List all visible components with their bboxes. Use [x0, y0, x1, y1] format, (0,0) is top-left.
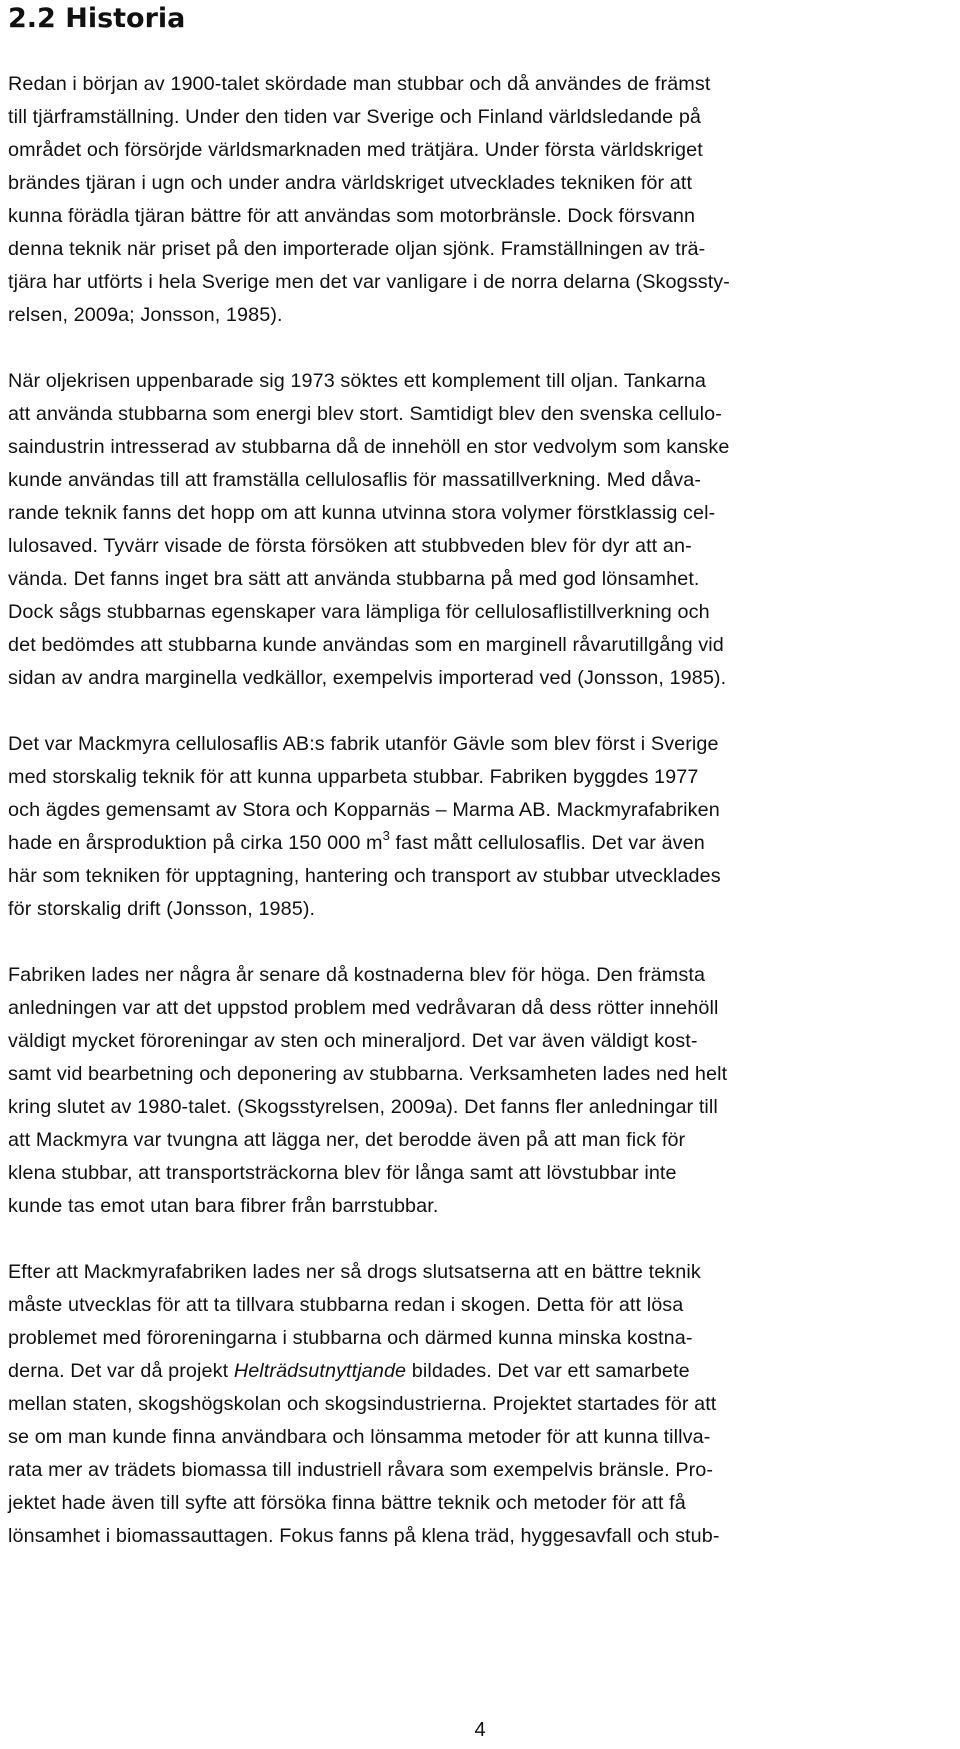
text-segment: derna. Det var då projekt	[8, 1360, 234, 1382]
text-line: med storskalig teknik för att kunna upparbeta stubbar. Fabriken byggdes 1977	[8, 766, 699, 788]
text-segment: hade en årsproduktion på cirka 150 000 m	[8, 832, 383, 854]
paragraph-4	[8, 959, 954, 1223]
text-line: kring slutet av 1980-talet. (Skogsstyrelsen, 2009a). Det fanns fler anledningar till	[8, 1096, 718, 1118]
text-line: se om man kunde finna användbara och lönsamma metoder för att kunna tillva-	[8, 1426, 711, 1448]
text-line: brändes tjäran i ugn och under andra världskriget utvecklades tekniken för att	[8, 172, 693, 194]
text-line: det bedömdes att stubbarna kunde användas som en marginell råvarutillgång vid	[8, 634, 724, 656]
text-line: Efter att Mackmyrafabriken lades ner så drogs slutsatserna att en bättre teknik	[8, 1261, 701, 1283]
paragraph-5	[8, 1256, 954, 1553]
text-line: lönsamhet i biomassauttagen. Fokus fanns på klena träd, hyggesavfall och stub-	[8, 1525, 720, 1547]
text-line: sidan av andra marginella vedkällor, exempelvis importerad ved (Jonsson, 1985).	[8, 667, 727, 689]
text-line: kunde tas emot utan bara fibrer från barrstubbar.	[8, 1195, 439, 1217]
text-line: området och försörjde världsmarknaden med trätjära. Under första världskriget	[8, 139, 703, 161]
text-line: anledningen var att det uppstod problem med vedråvaran då dess rötter innehöll	[8, 997, 719, 1019]
text-line: vända. Det fanns inget bra sätt att använda stubbarna på med god lönsamhet.	[8, 568, 700, 590]
text-segment: fast mått cellulosaflis. Det var även	[389, 832, 705, 854]
text-line: relsen, 2009a; Jonsson, 1985).	[8, 304, 283, 326]
text-line: här som tekniken för upptagning, hantering och transport av stubbar utvecklades	[8, 865, 721, 887]
paragraph-3	[8, 728, 954, 926]
text-line: och ägdes gemensamt av Stora och Kopparnäs – Marma AB. Mackmyrafabriken	[8, 799, 720, 821]
project-name: Helträdsutnyttjande	[233, 1360, 407, 1382]
paragraph-2	[8, 365, 954, 695]
page-number: 4	[474, 1719, 486, 1741]
text-line: saindustrin intresserad av stubbarna då de innehöll en stor vedvolym som kanske	[8, 436, 730, 458]
document-page	[8, 0, 954, 1553]
text-line: problemet med föroreningarna i stubbarna och därmed kunna minska kostna-	[8, 1327, 693, 1349]
text-line: rata mer av trädets biomassa till industriell råvara som exempelvis bränsle. Pro-	[8, 1459, 714, 1481]
paragraph-1	[8, 68, 954, 332]
text-line: måste utvecklas för att ta tillvara stubbarna redan i skogen. Detta för att lösa	[8, 1294, 684, 1316]
text-line: Fabriken lades ner några år senare då kostnaderna blev för höga. Den främsta	[8, 964, 706, 986]
text-line: samt vid bearbetning och deponering av stubbarna. Verksamheten lades ned helt	[8, 1063, 728, 1085]
text-line: kunde användas till att framställa cellulosaflis för massatillverkning. Med dåva-	[8, 469, 702, 491]
text-line: Redan i början av 1900-talet skördade man stubbar och då användes de främst	[8, 73, 711, 95]
text-line-with-superscript	[8, 827, 954, 860]
text-line: för storskalig drift (Jonsson, 1985).	[8, 898, 316, 920]
text-line: jektet hade även till syfte att försöka finna bättre teknik och metoder för att få	[8, 1492, 686, 1514]
text-segment: bildades. Det var ett samarbete	[406, 1360, 690, 1382]
text-line: Det var Mackmyra cellulosaflis AB:s fabrik utanför Gävle som blev först i Sverige	[8, 733, 719, 755]
text-line: När oljekrisen uppenbarade sig 1973 söktes ett komplement till oljan. Tankarna	[8, 370, 706, 392]
text-line: lulosaved. Tyvärr visade de första försöken att stubbveden blev för dyr att an-	[8, 535, 692, 557]
text-line: mellan staten, skogshögskolan och skogsindustrierna. Projektet startades för att	[8, 1393, 717, 1415]
text-line: till tjärframställning. Under den tiden var Sverige och Finland världsledande på	[8, 106, 702, 128]
section-heading: 2.2 Historia	[8, 3, 186, 34]
text-line: kunna förädla tjäran bättre för att användas som motorbränsle. Dock försvann	[8, 205, 696, 227]
text-line-with-italic	[8, 1355, 954, 1388]
text-line: att använda stubbarna som energi blev stort. Samtidigt blev den svenska cellulo-	[8, 403, 722, 425]
superscript: 3	[382, 828, 390, 843]
text-line: Dock sågs stubbarnas egenskaper vara lämpliga för cellulosaflistillverkning och	[8, 601, 710, 623]
text-line: denna teknik när priset på den importerade oljan sjönk. Framställningen av trä-	[8, 238, 706, 260]
text-line: tjära har utförts i hela Sverige men det var vanligare i de norra delarna (Skogssty-	[8, 271, 730, 293]
text-line: rande teknik fanns det hopp om att kunna utvinna stora volymer förstklassig cel-	[8, 502, 716, 524]
text-line: att Mackmyra var tvungna att lägga ner, det berodde även på att man fick för	[8, 1129, 686, 1151]
text-line: väldigt mycket föroreningar av sten och mineraljord. Det var även väldigt kost-	[8, 1030, 698, 1052]
text-line: klena stubbar, att transportsträckorna blev för långa samt att lövstubbar inte	[8, 1162, 677, 1184]
